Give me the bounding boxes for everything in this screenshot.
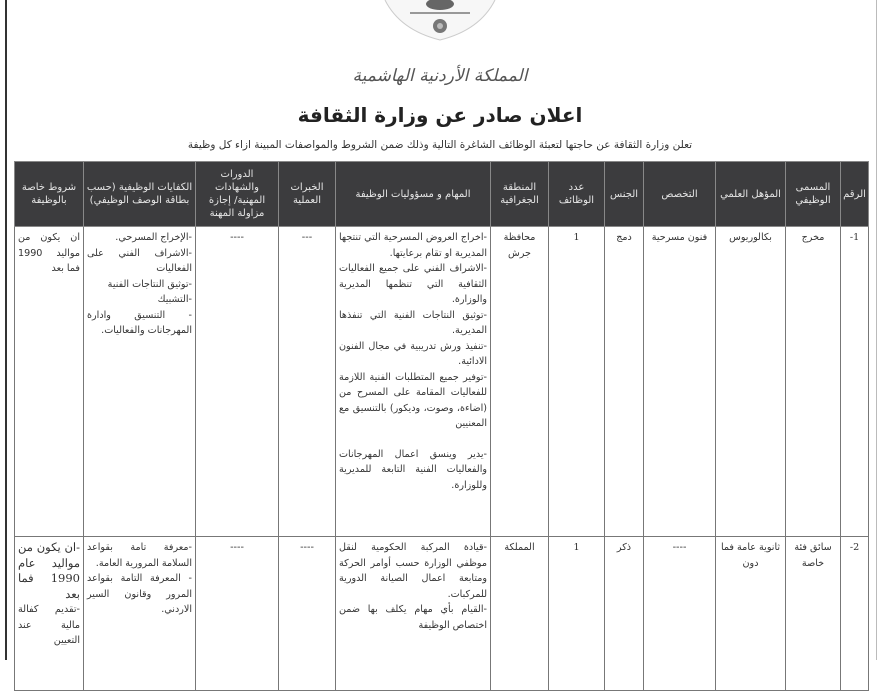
column-header: الكفايات الوظيفية (حسب بطاقة الوصف الوظيفي) bbox=[84, 162, 196, 227]
duty-item: -توفير جميع المتطلبات الفنية اللازمة للفعاليات المقامة على المسرح من (اضاءة، وصوت، وديكور) بالتنسيق مع المعنيين bbox=[339, 371, 487, 429]
row-number: 2- bbox=[841, 537, 869, 691]
region: محافظة جرش bbox=[491, 227, 549, 537]
duty-item: -قيادة المركبة الحكومية لنقل موظفي الوزارة حسب أوامر الحركة ومتابعة اعمال الصيانة الدورية للمركبات. bbox=[339, 542, 487, 600]
duty-item: -اخراج العروض المسرحية التي تنتجها المديرية او تقام برعايتها. bbox=[339, 232, 487, 259]
column-header: الجنس bbox=[605, 162, 644, 227]
duty-spacer bbox=[339, 432, 487, 447]
qualification: ثانوية عامة فما دون bbox=[716, 537, 786, 691]
condition-item: ان يكون من مواليد 1990 فما بعد bbox=[18, 232, 80, 274]
competency-item: -الاشراف الفني على الفعاليات bbox=[87, 247, 192, 274]
specialization: فنون مسرحية bbox=[644, 227, 716, 537]
competency-item: - التنسيق وادارة المهرجانات والفعاليات. bbox=[87, 309, 192, 336]
region: المملكة bbox=[491, 537, 549, 691]
competency-item: -التشبيك bbox=[157, 294, 192, 305]
gender: ذكر bbox=[605, 537, 644, 691]
duty-item: -تنفيذ ورش تدريبية في مجال الفنون الادائية. bbox=[339, 340, 487, 367]
courses: ---- bbox=[196, 537, 279, 691]
page-title: اعلان صادر عن وزارة الثقافة bbox=[297, 103, 583, 127]
table-row bbox=[15, 537, 869, 691]
royal-emblem-icon bbox=[380, 0, 500, 42]
column-header: الرقم bbox=[841, 162, 869, 227]
special-conditions bbox=[15, 537, 84, 691]
column-header: شروط خاصة بالوظيفة bbox=[15, 162, 84, 227]
column-header: الخبرات العملية bbox=[279, 162, 336, 227]
duty-item: -يدير وينسق اعمال المهرجانات والفعاليات الفنية التابعة للمديرية وللوزارة. bbox=[339, 448, 487, 491]
gender: دمج bbox=[605, 227, 644, 537]
experience: --- bbox=[279, 227, 336, 537]
competency-item: -توثيق النتاجات الفنية bbox=[107, 278, 192, 290]
page-frame-left bbox=[5, 0, 7, 660]
specialization: ---- bbox=[644, 537, 716, 691]
duty-item: -توثيق النتاجات الفنية التي تنفذها المديرية. bbox=[339, 309, 487, 336]
job-title: مخرج bbox=[786, 227, 841, 537]
job-title: سائق فئة خاصة bbox=[786, 537, 841, 691]
page-frame-right bbox=[876, 0, 877, 660]
special-conditions bbox=[15, 227, 84, 537]
column-header: التخصص bbox=[644, 162, 716, 227]
row-number: 1- bbox=[841, 227, 869, 537]
column-header: عدد الوظائف bbox=[549, 162, 605, 227]
column-header: المنطقة الجغرافية bbox=[491, 162, 549, 227]
duty-item: -الاشراف الفني على جميع الفعاليات الثقافية التي تنظمها المديرية والوزارة. bbox=[339, 263, 487, 305]
competencies bbox=[84, 227, 196, 537]
experience: ---- bbox=[279, 537, 336, 691]
column-header: المسمى الوظيفي bbox=[786, 162, 841, 227]
condition-item: -تقديم كفالة مالية عند التعيين bbox=[18, 604, 80, 646]
column-header: الدورات والشهادات المهنية/ إجازة مزاولة المهنة bbox=[196, 162, 279, 227]
job-count: 1 bbox=[549, 537, 605, 691]
announcement-intro: تعلن وزارة الثقافة عن حاجتها لتعبئة الوظائف الشاغرة التالية وذلك ضمن الشروط والمواصفات المبينة ازاء كل وظيفة bbox=[187, 139, 693, 151]
competencies bbox=[84, 537, 196, 691]
courses: ---- bbox=[196, 227, 279, 537]
column-header: المؤهل العلمي bbox=[716, 162, 786, 227]
duty-item: -القيام بأي مهام يكلف بها ضمن اختصاص الوظيفة bbox=[339, 604, 487, 631]
competency-item: -الإخراج المسرحي. bbox=[115, 232, 192, 243]
qualification: بكالوريوس bbox=[716, 227, 786, 537]
column-header: المهام و مسؤوليات الوظيفة bbox=[336, 162, 491, 227]
competency-item: -معرفة تامة بقواعد السلامة المرورية العامة. bbox=[87, 542, 192, 569]
duties bbox=[336, 537, 491, 691]
competency-item: - المعرفة التامة بقواعد المرور وقانون السير الاردني. bbox=[87, 573, 192, 615]
jobs-table bbox=[14, 161, 869, 691]
table-row bbox=[15, 227, 869, 537]
kingdom-name: المملكة الأردنية الهاشمية bbox=[352, 66, 528, 86]
condition-item: -ان يكون من مواليد عام 1990 فما بعد bbox=[18, 540, 80, 601]
job-count: 1 bbox=[549, 227, 605, 537]
table-header-row bbox=[15, 162, 869, 227]
duties bbox=[336, 227, 491, 537]
